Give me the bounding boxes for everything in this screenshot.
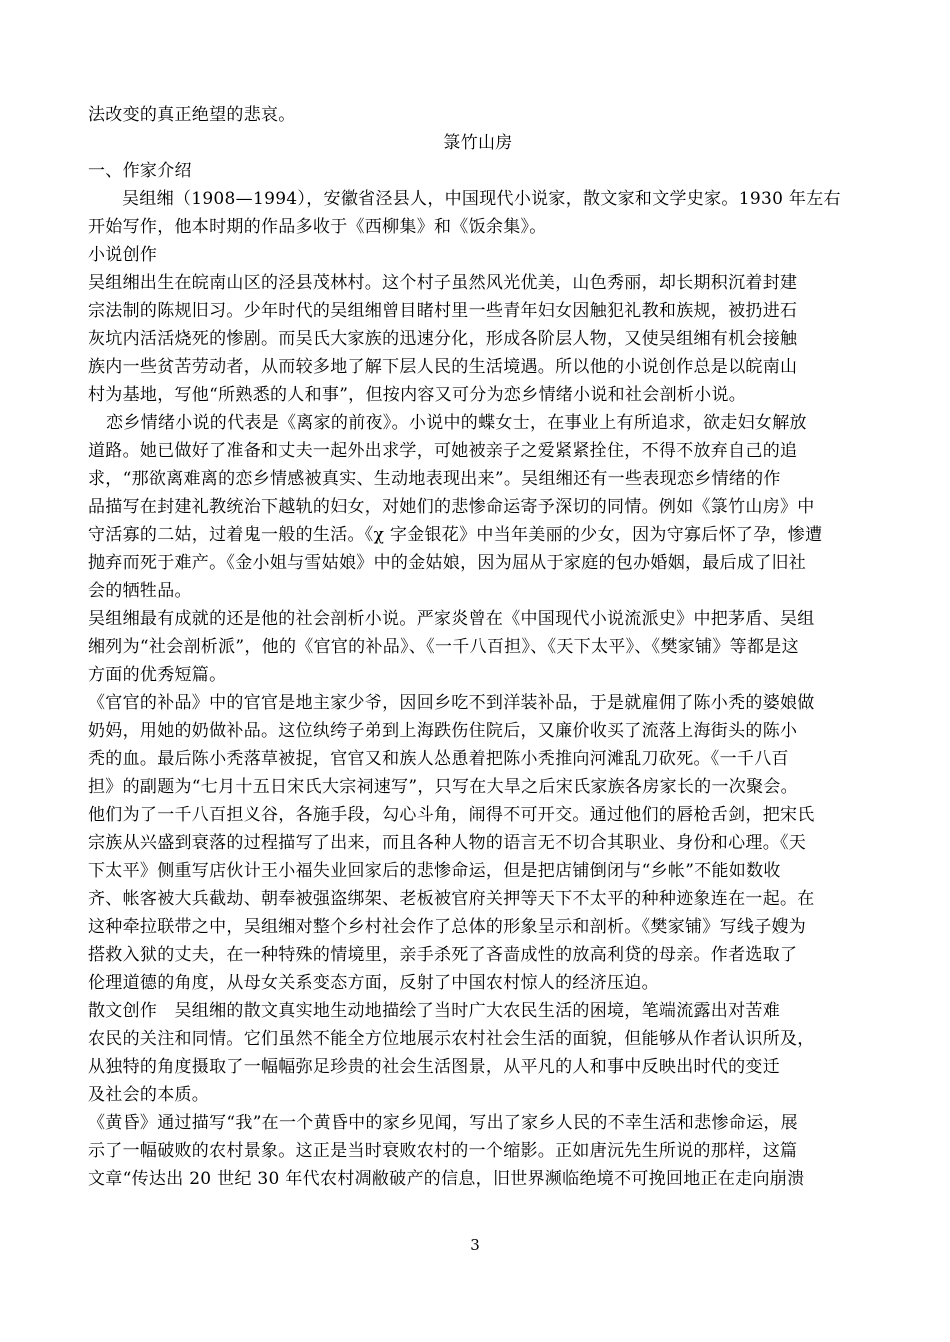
text-line: 担》的副题为“七月十五日宋氏大宗祠速写”，只写在大旱之后宋氏家族各房家长的一次聚会。 xyxy=(88,777,798,797)
text-line: 开始写作，他本时期的作品多收于《西柳集》和《饭余集》。 xyxy=(88,217,547,237)
document-body xyxy=(88,101,868,1193)
text-line: 缃列为“社会剖析派”，他的《官官的补品》、《一千八百担》、《天下太平》、《樊家铺》等都是这 xyxy=(88,637,799,657)
text-line: 恋乡情绪小说的代表是《离家的前夜》。小说中的蝶女士，在事业上有所追求，欲走妇女解放 xyxy=(106,413,807,433)
text-line: 《黄昏》通过描写“我”在一个黄昏中的家乡见闻，写出了家乡人民的不幸生活和悲惨命运，展 xyxy=(88,1113,798,1133)
subsection-heading: 小说创作 xyxy=(88,245,158,265)
text-line: 会的牺牲品。 xyxy=(88,581,192,601)
text-line: 农民的关注和同情。它们虽然不能全方位地展示农村社会生活的面貌，但能够从作者认识所及， xyxy=(88,1029,815,1049)
text-line: 抛弃而死于难产。《金小姐与雪姑娘》中的金姑娘，因为屈从于家庭的包办婚姻，最后成了旧社 xyxy=(88,553,807,573)
page-number: 3 xyxy=(470,1236,480,1254)
text-line: 《官官的补品》中的官官是地主家少爷，因回乡吃不到洋装补品，于是就雇佣了陈小秃的婆娘做 xyxy=(88,693,815,713)
text-line: 吴组缃最有成就的还是他的社会剖析小说。严家炎曾在《中国现代小说流派史》中把茅盾、吴组 xyxy=(88,609,815,629)
text-line: 及社会的本质。 xyxy=(88,1085,210,1105)
text-line: 示了一幅破败的农村景象。这正是当时衰败农村的一个缩影。正如唐沅先生所说的那样，这篇 xyxy=(88,1141,798,1161)
text-line: 灰坑内活活烧死的惨剧。而吴氏大家族的迅速分化，形成各阶层人物，又使吴组缃有机会接触 xyxy=(88,329,798,349)
text-line: 族内一些贫苦劳动者，从而较多地了解下层人民的生活境遇。所以他的小说创作总是以皖南山 xyxy=(88,357,798,377)
text-line: 文章“传达出 20 世纪 30 年代农村凋敝破产的信息，旧世界濒临绝境不可挽回地正在走向崩溃 xyxy=(88,1169,805,1189)
section-heading: 一、作家介绍 xyxy=(88,161,192,181)
text-line: 宗法制的陈规旧习。少年时代的吴组缃曾目睹村里一些青年妇女因触犯礼教和族规，被扔进石 xyxy=(88,301,798,321)
text-line: 从独特的角度摄取了一幅幅弥足珍贵的社会生活图景，从平凡的人和事中反映出时代的变迁 xyxy=(88,1057,780,1077)
text-line: 法改变的真正绝望的悲哀。 xyxy=(88,105,296,125)
text-line: 齐、帐客被大兵截劫、朝奉被强盗绑架、老板被官府关押等天下不太平的种种迹象连在一起。在 xyxy=(88,889,815,909)
text-line: 宗族从兴盛到衰落的过程描写了出来，而且各种人物的语言无不切合其职业、身份和心理。《天 xyxy=(88,833,807,853)
text-line: 他们为了一千八百担义谷，各施手段，勾心斗角，闹得不可开交。通过他们的唇枪舌剑，把宋氏 xyxy=(88,805,815,825)
text-line: 品描写在封建礼教统治下越轨的妇女，对她们的悲惨命运寄予深切的同情。例如《箓竹山房》中 xyxy=(88,497,815,517)
text-line: 奶妈，用她的奶做补品。这位纨绔子弟到上海跌伤住院后，又廉价收买了流落上海街头的陈小 xyxy=(88,721,798,741)
text-line: 搭救入狱的丈夫，在一种特殊的情境里，亲手杀死了吝啬成性的放高利贷的母亲。作者选取了 xyxy=(88,945,798,965)
text-line: 这种牵拉联带之中，吴组缃对整个乡村社会作了总体的形象呈示和剖析。《樊家铺》写线子嫂为 xyxy=(88,917,807,937)
text-line: 吴组缃（1908—1994），安徽省泾县人，中国现代小说家，散文家和文学史家。1930 年左右 xyxy=(122,189,841,209)
text-line: 吴组缃出生在皖南山区的泾县茂林村。这个村子虽然风光优美，山色秀丽，却长期积沉着封建 xyxy=(88,273,798,293)
text-line: 伦理道德的角度，从母女关系变态方面，反射了中国农村惊人的经济压迫。 xyxy=(88,973,659,993)
text-line: 下太平》侧重写店伙计王小福失业回家后的悲惨命运，但是把店铺倒闭与“乡帐”不能如数收 xyxy=(88,861,781,881)
text-line: 秃的血。最后陈小秃落草被捉，官官又和族人怂恿着把陈小秃推向河滩乱刀砍死。《一千八百 xyxy=(88,749,789,769)
section-title: 箓竹山房 xyxy=(443,133,513,153)
text-line: 守活寡的二姑，过着鬼一般的生活。《χ 字金银花》中当年美丽的少女，因为守寡后怀了孕，惨遭 xyxy=(88,525,823,545)
text-line: 道路。她已做好了准备和丈夫一起外出求学，可她被亲子之爱紧紧拴住，不得不放弃自己的追 xyxy=(88,441,798,461)
text-line: 求，“那欲离难离的恋乡情感被真实、生动地表现出来”。吴组缃还有一些表现恋乡情绪的作 xyxy=(88,469,781,489)
text-line: 散文创作 吴组缃的散文真实地生动地描绘了当时广大农民生活的困境，笔端流露出对苦难 xyxy=(88,1001,780,1021)
text-line: 方面的优秀短篇。 xyxy=(88,665,227,685)
text-line: 村为基地，写他“所熟悉的人和事”，但按内容又可分为恋乡情绪小说和社会剖析小说。 xyxy=(88,385,747,405)
